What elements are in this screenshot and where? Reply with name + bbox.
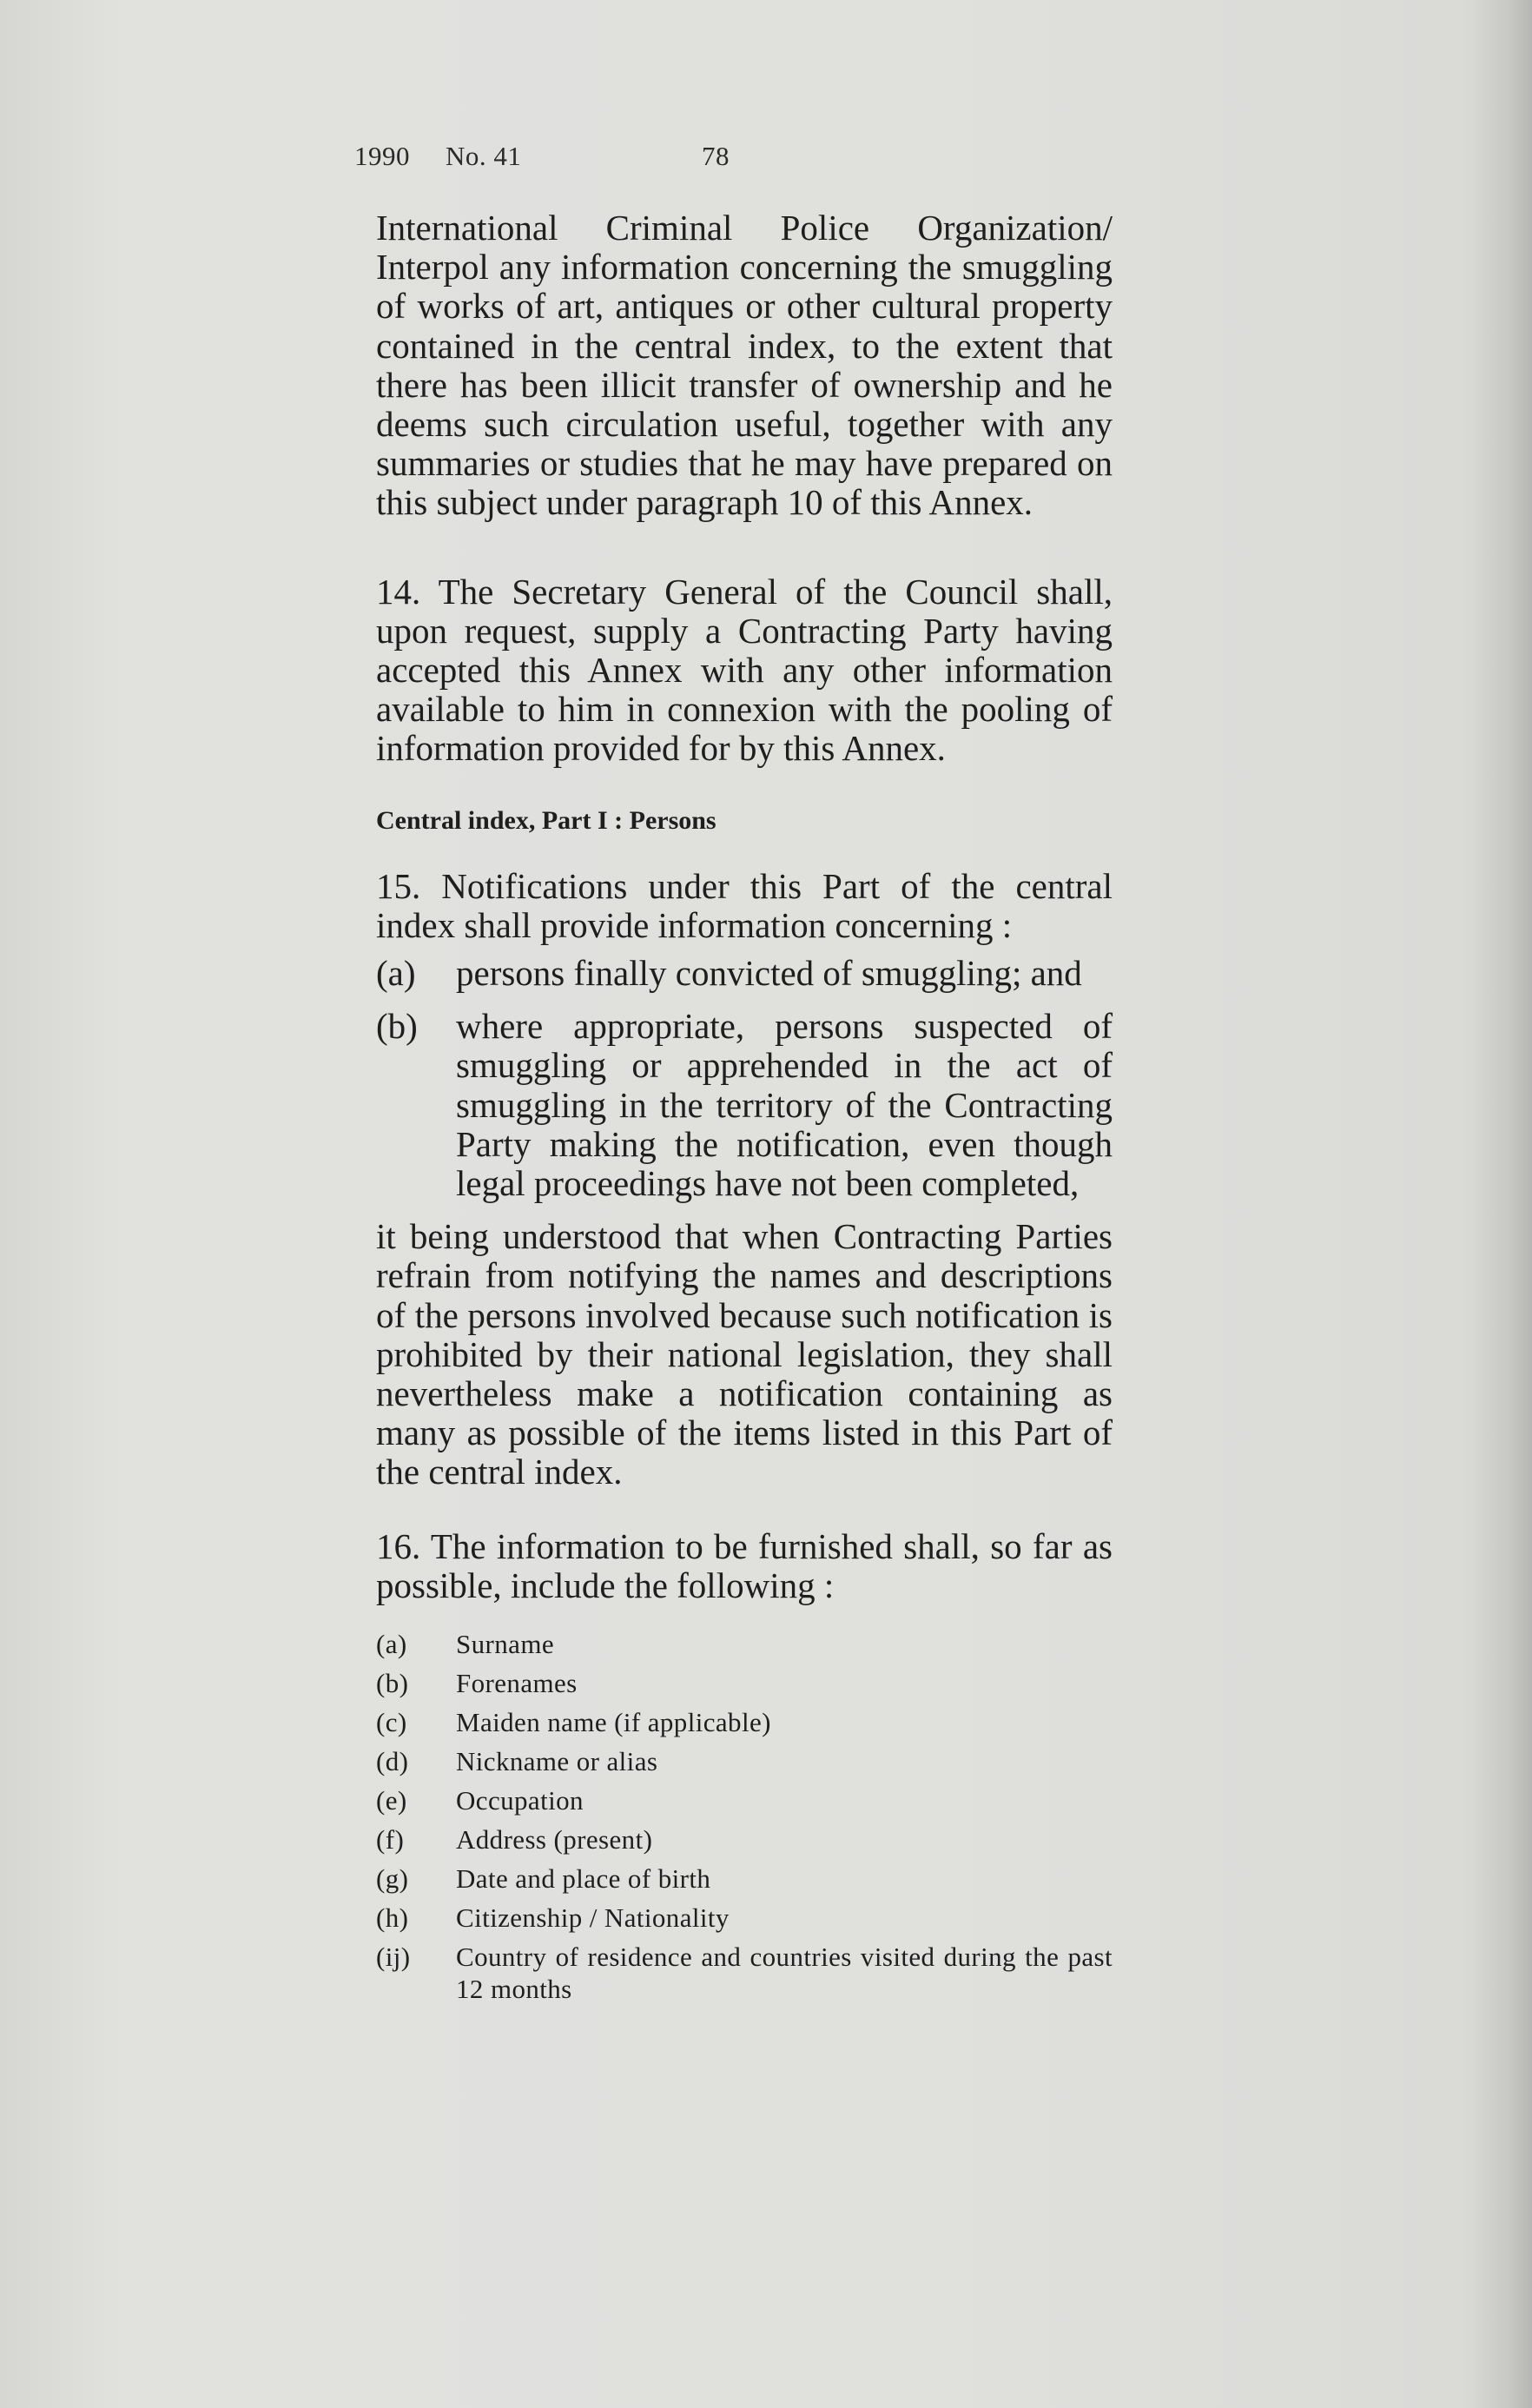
paragraph-13-continued: International Criminal Police Organization/ Interpol any information concerning the smuggling of works of art, antiques or other cultural property contained in the central index, to the extent that there has been illicit transfer of ownership and he deems such circulation useful, together with any summaries or studies that he may have prepared on this subject under paragraph 10 of this Annex.	[376, 208, 1113, 523]
item-label: (e)	[376, 1785, 407, 1816]
paragraph-16-intro: 16. The information to be furnished shall, so far as possible, include the following :	[376, 1525, 1113, 1605]
list-item	[376, 1820, 1113, 1859]
item-text: persons finally convicted of smuggling; and	[456, 953, 1082, 994]
item-text: Nickname or alias	[456, 1746, 658, 1777]
item-text: Occupation	[456, 1785, 584, 1816]
item-label: (c)	[376, 1707, 407, 1738]
item-text: Country of residence and countries visited during the past 12 months	[456, 1942, 1113, 2005]
item-label: (h)	[376, 1902, 409, 1934]
paragraph-15-item	[376, 1007, 1113, 1203]
item-text: where appropriate, persons suspected of smuggling or apprehended in the act of smuggling in the territory of the Contracting Party making the notification, even though legal proceedings have not been completed,	[456, 1006, 1113, 1204]
item-text: Address (present)	[456, 1824, 653, 1856]
item-label: (b)	[376, 1006, 418, 1047]
item-text: Date and place of birth	[456, 1863, 711, 1895]
header-page-number: 78	[702, 141, 730, 171]
list-item	[376, 1703, 1113, 1742]
item-text: Forenames	[456, 1668, 578, 1699]
information-list	[376, 1624, 1113, 2005]
item-text: Maiden name (if applicable)	[456, 1707, 771, 1738]
item-label: (d)	[376, 1746, 409, 1777]
list-item	[376, 1859, 1113, 1898]
item-label: (ij)	[376, 1942, 411, 1973]
item-text: Citizenship / Nationality	[456, 1902, 730, 1934]
item-label: (a)	[376, 953, 416, 994]
page-body	[376, 208, 1113, 2005]
item-label: (b)	[376, 1668, 409, 1699]
list-item	[376, 1937, 1113, 2005]
list-item	[376, 1781, 1113, 1820]
section-heading: Central index, Part I : Persons	[376, 805, 716, 835]
header-number: No. 41	[446, 141, 522, 171]
list-item	[376, 1898, 1113, 1937]
paragraph-15-intro: 15. Notifications under this Part of the central index shall provide information concerning :	[376, 865, 1113, 945]
page-spine-shadow	[1471, 0, 1532, 2408]
list-item	[376, 1624, 1113, 1664]
paragraph-15-closing: it being understood that when Contracting Parties refrain from notifying the names and descriptions of the persons involved because such notification is prohibited by their national legislation, they shall nevertheless make a notification containing as many as possible of the items listed in this Part of the central index.	[376, 1216, 1113, 1492]
header-year: 1990	[354, 141, 410, 171]
item-label: (a)	[376, 1629, 407, 1660]
item-text: Surname	[456, 1629, 554, 1660]
item-label: (g)	[376, 1863, 409, 1895]
page-header	[354, 141, 730, 172]
list-item	[376, 1664, 1113, 1703]
paragraph-14: 14. The Secretary General of the Council shall, upon request, supply a Contracting Party having accepted this Annex with any other information available to him in connexion with the pooling of information provided for by this Annex.	[376, 571, 1113, 769]
item-label: (f)	[376, 1824, 405, 1856]
list-item	[376, 1742, 1113, 1781]
paragraph-15-item	[376, 954, 1113, 993]
